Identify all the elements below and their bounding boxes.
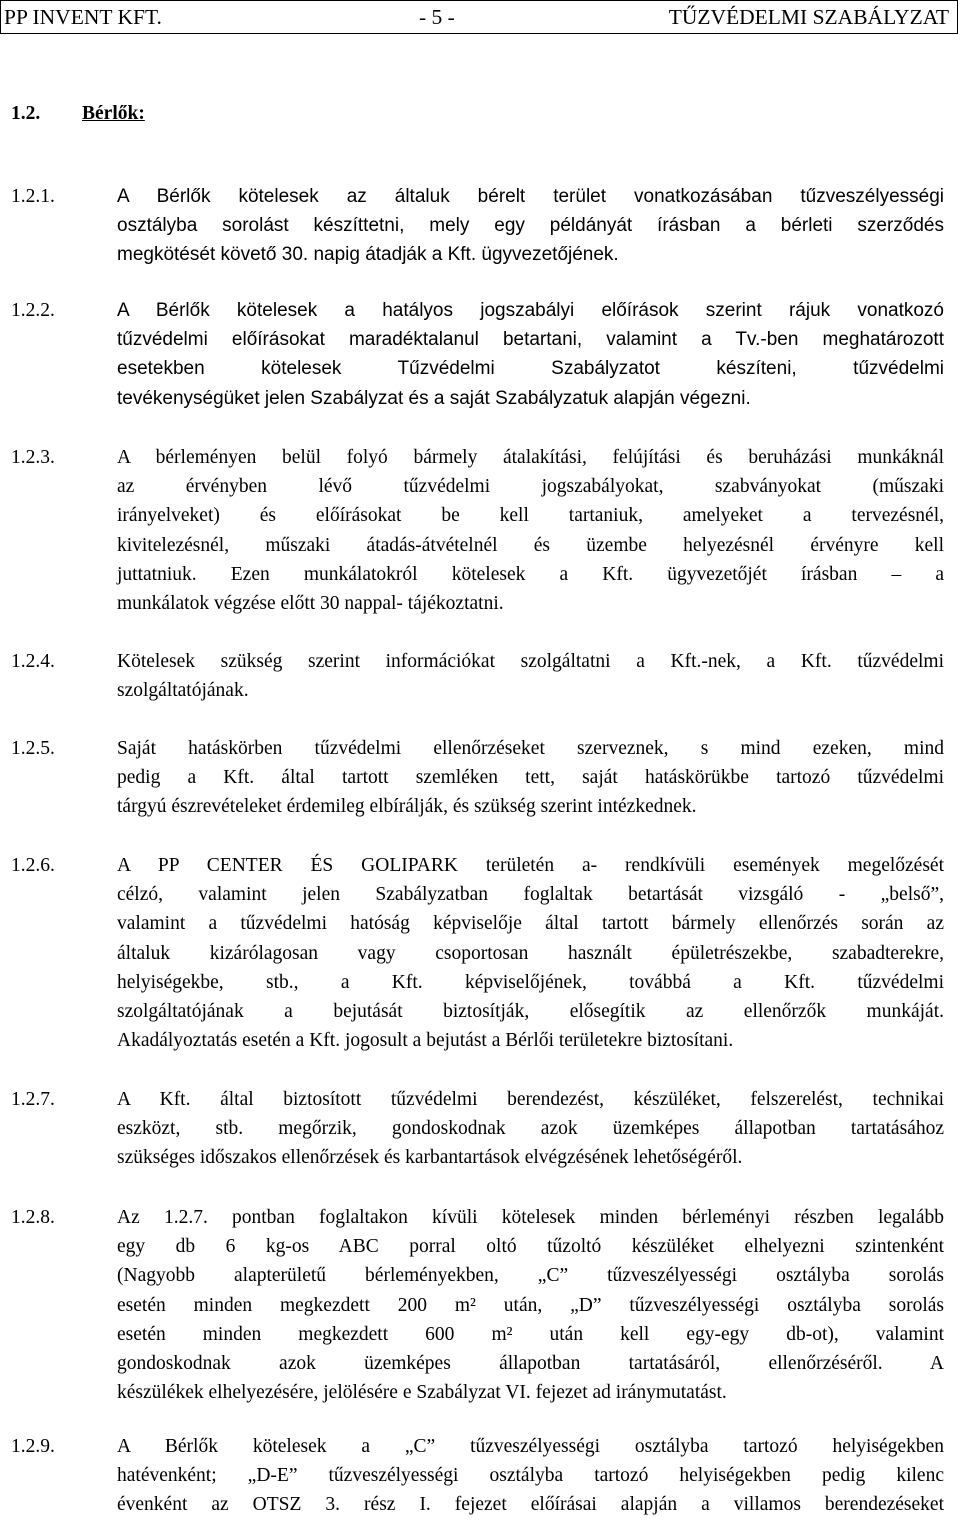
text-line: eszközt, stb. megőrzik, gondoskodnak azok üzemképes állapotban tartatásához [117, 1118, 944, 1140]
text-line: irányelveket) és előírásokat be kell tartaniuk, amelyeket a tervezésnél, [117, 505, 944, 527]
text-line: megkötését követő 30. napig átadják a Kft. ügyvezetőjének. [117, 244, 619, 266]
text-line: hatévenként; „D-E” tűzveszélyességi osztályba tartozó helyiségekben pedig kilenc [117, 1465, 944, 1487]
item-text [117, 443, 944, 618]
item-number: 1.2.2. [11, 300, 55, 321]
text-line: kivitelezésnél, műszaki átadás-átvételnél és üzembe helyezésnél érvényre kell [117, 534, 944, 556]
document-title: TŰZVÉDELMI SZABÁLYZAT [668, 5, 949, 29]
page-header [0, 0, 958, 34]
item-text [117, 734, 944, 822]
text-line: készülékek elhelyezésére, jelölésére e Szabályzat VI. fejezet ad iránymutatást. [117, 1382, 727, 1404]
text-line: szolgáltatójának. [117, 680, 249, 702]
item-text [117, 296, 944, 413]
item-number: 1.2.6. [11, 855, 55, 876]
item-text [117, 851, 944, 1055]
text-line: egy db 6 kg-os ABC porral oltó tűzoltó készüléket elhelyezni szintenként [117, 1236, 944, 1258]
item-text [117, 647, 944, 705]
text-line: célzó, valamint jelen Szabályzatban foglaltak betartását vizsgáló - „belső”, [117, 884, 944, 906]
text-line: munkálatok végzése előtt 30 nappal- tájékoztatni. [117, 593, 504, 615]
text-line: A PP CENTER ÉS GOLIPARK területén a- rendkívüli események megelőzését [117, 855, 944, 876]
item-number: 1.2.7. [11, 1089, 55, 1110]
page-number: - 5 - [419, 5, 455, 29]
item-number: 1.2.9. [11, 1436, 55, 1457]
item-text [117, 1203, 944, 1407]
section-number: 1.2. [11, 103, 41, 124]
item-text [117, 182, 944, 270]
text-line: az érvényben lévő tűzvédelmi jogszabályokat, szabványokat (műszaki [117, 476, 944, 498]
text-line: helyiségekbe, stb., a Kft. képviselőjének, továbbá a Kft. tűzvédelmi [117, 971, 944, 993]
item-number: 1.2.5. [11, 738, 55, 759]
item-number: 1.2.1. [11, 186, 55, 207]
text-line: A Bérlők kötelesek a „C” tűzveszélyességi osztályba tartozó helyiségekben [117, 1436, 944, 1457]
text-line: szolgáltatójának a bejutását biztosítják, elősegítik az ellenőrzők munkáját. [117, 1001, 944, 1023]
text-line: esetén minden megkezdett 600 m² után kell egy-egy db-ot), valamint [117, 1323, 944, 1345]
text-line: gondoskodnak azok üzemképes állapotban tartatásáról, ellenőrzéséről. A [117, 1353, 944, 1375]
text-line: évenként az OTSZ 3. rész I. fejezet előírásai alapján a villamos berendezéseket [117, 1494, 944, 1516]
text-line: A Bérlők kötelesek az általuk bérelt terület vonatkozásában tűzveszélyességi [117, 186, 944, 207]
text-line: juttatniuk. Ezen munkálatokról kötelesek a Kft. ügyvezetőjét írásban – a [117, 563, 944, 585]
section-title: Bérlők: [82, 103, 145, 124]
text-line: Az 1.2.7. pontban foglaltakon kívüli kötelesek minden bérleményi részben legalább [117, 1207, 944, 1228]
text-line: A Kft. által biztosított tűzvédelmi berendezést, készüléket, felszerelést, technikai [117, 1089, 944, 1110]
text-line: (Nagyobb alapterületű bérleményekben, „C” tűzveszélyességi osztályba sorolás [117, 1265, 944, 1287]
text-line: Akadályoztatás esetén a Kft. jogosult a bejutást a Bérlői területekre biztosítani. [117, 1030, 734, 1052]
text-line: A bérleményen belül folyó bármely átalakítási, felújítási és beruházási munkáknál [117, 447, 944, 468]
text-line: esetén minden megkezdett 200 m² után, „D” tűzveszélyességi osztályba sorolás [117, 1294, 944, 1316]
item-number: 1.2.4. [11, 651, 55, 672]
text-line: általuk kizárólagosan vagy csoportosan használt épületrészekbe, szabadterekre, [117, 942, 944, 964]
text-line: A Bérlők kötelesek a hatályos jogszabályi előírások szerint rájuk vonatkozó [117, 300, 944, 321]
item-text [117, 1432, 944, 1520]
text-line: szükséges időszakos ellenőrzések és karbantartások elvégzésének lehetőségéről. [117, 1147, 743, 1169]
item-text [117, 1085, 944, 1173]
text-line: tárgyú észrevételeket érdemileg elbírálják, és szükség szerint intézkednek. [117, 796, 697, 818]
company-name: PP INVENT KFT. [4, 5, 162, 29]
text-line: esetekben kötelesek Tűzvédelmi Szabályzatot készíteni, tűzvédelmi [117, 358, 944, 380]
text-line: tevékenységüket jelen Szabályzat és a saját Szabályzatuk alapján végezni. [117, 387, 751, 409]
text-line: osztályba sorolást készíttetni, mely egy példányát írásban a bérleti szerződés [117, 215, 944, 237]
text-line: Saját hatáskörben tűzvédelmi ellenőrzéseket szerveznek, s mind ezeken, mind [117, 738, 944, 759]
text-line: tűzvédelmi előírásokat maradéktalanul betartani, valamint a Tv.-ben meghatározott [117, 329, 944, 351]
item-number: 1.2.3. [11, 447, 55, 468]
text-line: valamint a tűzvédelmi hatóság képviselője által tartott bármely ellenőrzés során az [117, 913, 944, 935]
item-number: 1.2.8. [11, 1207, 55, 1228]
text-line: pedig a Kft. által tartott szemléken tett, saját hatáskörükbe tartozó tűzvédelmi [117, 767, 944, 789]
text-line: Kötelesek szükség szerint információkat szolgáltatni a Kft.-nek, a Kft. tűzvédelmi [117, 651, 944, 672]
